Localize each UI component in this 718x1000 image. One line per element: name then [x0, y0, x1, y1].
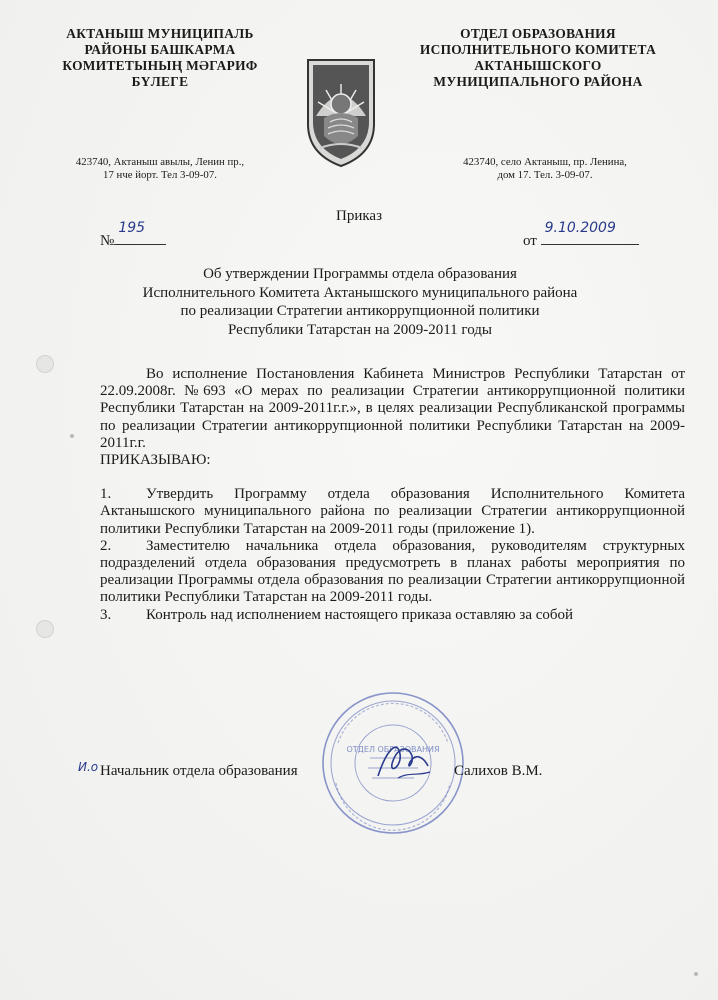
header-left-line: КОМИТЕТЫНЫҢ МӘГАРИФ [62, 58, 258, 73]
date-underline [541, 220, 639, 245]
number-underline [114, 220, 166, 245]
header-right-org [392, 26, 684, 90]
header-right-line: ИСПОЛНИТЕЛЬНОГО КОМИТЕТА [419, 42, 657, 57]
subject-line: по реализации Стратегии антикоррупционной политики [180, 303, 540, 319]
address-line: 423740, Актаныш авылы, Ленин пр., [75, 156, 245, 168]
acting-mark: И.о [78, 760, 99, 774]
header-left-line: АКТАНЫШ МУНИЦИПАЛЬ [66, 26, 254, 41]
order-body [100, 366, 685, 624]
number-label: № [100, 233, 115, 249]
item-number: 1. [100, 486, 112, 503]
handwritten-number: 195 [118, 220, 146, 236]
preamble-paragraph: Во исполнение Постановления Кабинета Министров Республики Татарстан от 22.09.2008г. №693 «О мерах по реализации Стратегии антикоррупционной политики Республики Татарстан на 2009-2011г.г.», в целях реализации Республиканской программы по реализации Стратегии антикоррупционной политики Республики Татарстан на 2009-2011г.г. [100, 366, 685, 451]
order-item [100, 486, 685, 538]
item-text: Контроль над исполнением настоящего приказа оставляю за собой [146, 606, 574, 623]
handwritten-date: 9.10.2009 [544, 220, 616, 236]
subject-line: Об утверждении Программы отдела образования [203, 266, 517, 282]
handwritten-signature [368, 736, 448, 786]
signer-name: Салихов В.М. [454, 763, 543, 779]
subject-line: Исполнительного Комитета Актанышского муниципального района [142, 284, 578, 301]
header-left-address [40, 156, 280, 182]
header-right-line: АКТАНЫШСКОГО [474, 58, 602, 73]
punch-hole [36, 620, 54, 638]
item-text: Заместителю начальника отдела образования, руководителям структурных подразделений отдела образования предусмотреть в планах работы мероприятия по реализации Программы отдела образования по реализации Стратегии антикоррупционной политики Республики Татарстан на 2009-2011 годы. [100, 537, 685, 606]
header-left-line: РАЙОНЫ БАШКАРМА [84, 42, 236, 57]
order-word: ПРИКАЗЫВАЮ: [100, 452, 211, 469]
item-text: Утвердить Программу отдела образования Исполнительного Комитета Актанышского муниципального района по реализации Стратегии антикоррупционной политики Республики Татарстан на 2009-2011 годы (приложение 1). [100, 486, 685, 537]
order-item [100, 538, 685, 607]
item-number: 3. [100, 606, 112, 623]
header-right-address [410, 156, 680, 182]
header-right-line: МУНИЦИПАЛЬНОГО РАЙОНА [433, 74, 643, 89]
order-number [100, 220, 166, 250]
order-items [100, 486, 685, 624]
address-line: 423740, село Актаныш, пр. Ленина, [463, 156, 627, 168]
address-line: дом 17. Тел. 3-09-07. [497, 169, 593, 181]
item-number: 2. [100, 537, 112, 554]
header-right-line: ОТДЕЛ ОБРАЗОВАНИЯ [460, 26, 616, 41]
paper-speck [70, 434, 74, 438]
header-left-line: БҮЛЕГЕ [131, 74, 189, 89]
document-type-title: Приказ [335, 208, 382, 224]
header-left-org [40, 26, 280, 90]
order-item [100, 607, 685, 624]
punch-hole [36, 355, 54, 373]
order-subject [110, 265, 610, 339]
address-line: 17 нче йорт. Тел 3-09-07. [103, 169, 217, 181]
order-date [523, 220, 639, 250]
signer-title: Начальник отдела образования [100, 763, 298, 779]
stamp-text: ОТДЕЛ ОБРАЗОВАНИЯ [346, 745, 440, 754]
subject-line: Республики Татарстан на 2009-2011 годы [228, 321, 492, 338]
coat-of-arms-emblem [304, 58, 378, 168]
date-label: от [523, 233, 537, 249]
paper-speck [694, 972, 698, 976]
